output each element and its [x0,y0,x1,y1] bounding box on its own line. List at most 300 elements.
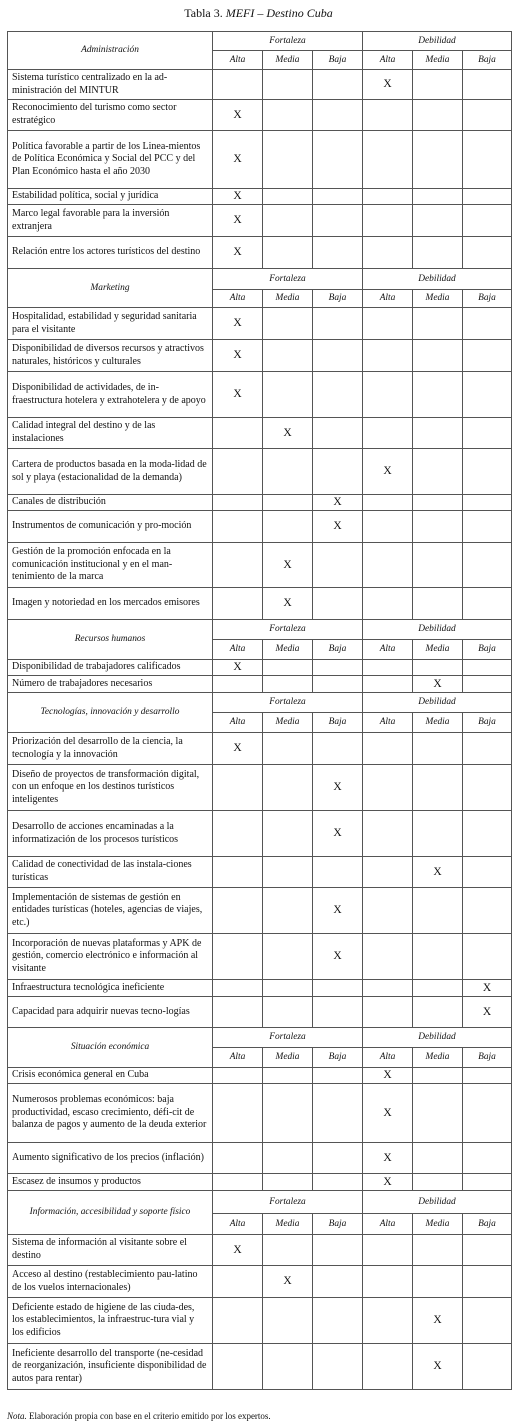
section-name: Administración [8,32,213,70]
table-title [0,6,517,21]
rating-mark: X [363,449,413,495]
rating-cell [413,340,463,372]
criterion-row [8,811,512,857]
rating-mark: X [213,308,263,340]
criterion-row [8,543,512,588]
rating-cell [463,511,512,543]
rating-mark: X [413,676,463,693]
strength-header: Fortaleza [213,1028,363,1048]
rating-cell [313,100,363,131]
level-header: Media [263,640,313,660]
criterion-row [8,1298,512,1344]
rating-cell [313,131,363,189]
criterion-text: Sistema turístico centralizado en la ad-ministración del MINTUR [8,70,213,100]
rating-cell [363,1235,413,1266]
section-name: Tecnologías, innovación y desarrollo [8,693,213,733]
rating-cell [363,1266,413,1298]
level-header: Media [263,290,313,308]
table-note [7,1411,271,1421]
mefi-table [7,31,512,1390]
rating-cell [213,1266,263,1298]
level-header: Baja [463,1214,512,1235]
level-header: Baja [463,640,512,660]
rating-cell [463,340,512,372]
weakness-header: Debilidad [363,1028,512,1048]
level-header: Alta [363,640,413,660]
criterion-text: Crisis económica general en Cuba [8,1068,213,1084]
rating-cell [263,1298,313,1344]
rating-cell [363,660,413,676]
criterion-text: Infraestructura tecnológica ineficiente [8,980,213,997]
rating-cell [463,205,512,237]
rating-cell [413,1174,463,1191]
criterion-row [8,189,512,205]
rating-mark: X [463,980,512,997]
rating-cell [463,495,512,511]
rating-cell [413,189,463,205]
level-header: Baja [313,640,363,660]
rating-cell [413,934,463,980]
section-name: Marketing [8,269,213,308]
criterion-text: Escasez de insumos y productos [8,1174,213,1191]
rating-cell [463,765,512,811]
criterion-text: Estabilidad política, social y jurídica [8,189,213,205]
rating-cell [313,980,363,997]
criterion-row [8,1084,512,1143]
rating-cell [463,100,512,131]
level-header: Alta [213,1048,263,1068]
rating-cell [413,511,463,543]
rating-cell [463,1298,512,1344]
weakness-header: Debilidad [363,32,512,51]
weakness-header: Debilidad [363,693,512,713]
rating-mark: X [313,765,363,811]
criterion-row [8,1344,512,1390]
table-title-label: Tabla 3. [184,6,223,20]
rating-cell [313,1298,363,1344]
rating-cell [213,1068,263,1084]
level-header: Baja [313,1214,363,1235]
rating-cell [363,495,413,511]
rating-mark: X [263,588,313,620]
rating-mark: X [213,660,263,676]
rating-cell [463,1266,512,1298]
weakness-header: Debilidad [363,269,512,290]
rating-mark: X [213,205,263,237]
weakness-header: Debilidad [363,620,512,640]
rating-cell [363,237,413,269]
rating-cell [363,418,413,449]
rating-cell [463,1235,512,1266]
level-header: Baja [463,51,512,70]
rating-cell [313,733,363,765]
criterion-text: Implementación de sistemas de gestión en entidades turísticas (hoteles, agencias de viajes, etc.) [8,888,213,934]
rating-cell [263,237,313,269]
section-name: Situación económica [8,1028,213,1068]
strength-header: Fortaleza [213,32,363,51]
rating-cell [463,543,512,588]
level-header: Media [413,1214,463,1235]
level-header: Baja [313,51,363,70]
rating-cell [213,1143,263,1174]
rating-cell [363,588,413,620]
level-header: Alta [363,713,413,733]
rating-cell [363,189,413,205]
level-header: Alta [213,713,263,733]
criterion-row [8,418,512,449]
criterion-row [8,205,512,237]
rating-cell [363,676,413,693]
rating-cell [313,1143,363,1174]
rating-cell [463,449,512,495]
criterion-row [8,100,512,131]
criterion-row [8,1235,512,1266]
criterion-text: Disponibilidad de trabajadores calificados [8,660,213,676]
level-header: Baja [313,290,363,308]
rating-cell [313,372,363,418]
rating-mark: X [213,237,263,269]
rating-cell [363,205,413,237]
rating-cell [463,1344,512,1390]
rating-cell [213,449,263,495]
rating-cell [313,205,363,237]
rating-cell [413,980,463,997]
rating-cell [363,857,413,888]
rating-cell [413,660,463,676]
rating-cell [213,1344,263,1390]
rating-mark: X [313,511,363,543]
rating-cell [313,676,363,693]
rating-cell [313,997,363,1028]
section-name: Recursos humanos [8,620,213,660]
level-header: Media [263,713,313,733]
criterion-row [8,888,512,934]
level-header: Media [413,290,463,308]
rating-mark: X [213,100,263,131]
rating-mark: X [413,857,463,888]
criterion-text: Número de trabajadores necesarios [8,676,213,693]
criterion-row [8,449,512,495]
level-header: Media [413,1048,463,1068]
rating-cell [463,372,512,418]
rating-cell [313,449,363,495]
criterion-row [8,660,512,676]
level-header: Baja [463,1048,512,1068]
criterion-row [8,997,512,1028]
rating-cell [263,997,313,1028]
rating-cell [263,934,313,980]
rating-cell [463,308,512,340]
level-header: Baja [313,1048,363,1068]
level-header: Alta [363,290,413,308]
strength-header: Fortaleza [213,693,363,713]
weakness-header: Debilidad [363,1191,512,1214]
rating-cell [313,308,363,340]
criterion-text: Aumento significativo de los precios (inflación) [8,1143,213,1174]
rating-mark: X [363,70,413,100]
rating-mark: X [413,1344,463,1390]
level-header: Alta [213,1214,263,1235]
section-header-row [8,693,512,713]
rating-cell [213,811,263,857]
rating-cell [363,131,413,189]
rating-cell [263,1344,313,1390]
rating-cell [363,888,413,934]
rating-cell [213,934,263,980]
level-header: Media [263,1214,313,1235]
rating-mark: X [213,1235,263,1266]
criterion-text: Calidad de conectividad de las instala-ciones turísticas [8,857,213,888]
rating-cell [463,934,512,980]
criterion-text: Numerosos problemas económicos: baja productividad, escaso crecimiento, défi-cit de balanza de pagos y aumento de la deuda exterior [8,1084,213,1143]
rating-mark: X [263,1266,313,1298]
rating-cell [463,131,512,189]
rating-cell [463,237,512,269]
rating-cell [213,857,263,888]
rating-cell [463,857,512,888]
rating-cell [213,511,263,543]
rating-mark: X [263,418,313,449]
rating-cell [413,308,463,340]
criterion-row [8,1068,512,1084]
criterion-text: Sistema de información al visitante sobre el destino [8,1235,213,1266]
criterion-text: Deficiente estado de higiene de las ciuda-des, los establecimientos, la infraestruc-tura vial y los edificios [8,1298,213,1344]
rating-cell [263,1068,313,1084]
section-header-row [8,1191,512,1214]
rating-cell [363,1298,413,1344]
rating-mark: X [213,189,263,205]
rating-mark: X [363,1068,413,1084]
criterion-text: Desarrollo de acciones encaminadas a la informatización de los procesos turísticos [8,811,213,857]
rating-cell [413,1235,463,1266]
rating-cell [363,340,413,372]
strength-header: Fortaleza [213,269,363,290]
note-label: Nota. [7,1411,27,1421]
criterion-text: Ineficiente desarrollo del transporte (ne-cesidad de reorganización, insuficiente disponibilidad de autos para rentar) [8,1344,213,1390]
mefi-table-body [8,32,512,1390]
criterion-text: Imagen y notoriedad en los mercados emisores [8,588,213,620]
criterion-row [8,372,512,418]
rating-cell [313,237,363,269]
rating-cell [213,888,263,934]
criterion-text: Política favorable a partir de los Linea-mientos de Política Económica y Social del PCC y del Plan Económico hasta el año 2030 [8,131,213,189]
rating-cell [413,588,463,620]
rating-cell [463,1084,512,1143]
criterion-text: Disponibilidad de actividades, de in-fraestructura hotelera y extrahotelera y de apoyo [8,372,213,418]
rating-cell [413,1266,463,1298]
rating-cell [413,131,463,189]
criterion-row [8,1174,512,1191]
rating-cell [263,1235,313,1266]
section-header-row [8,1028,512,1048]
rating-cell [263,495,313,511]
rating-cell [463,660,512,676]
rating-cell [413,495,463,511]
rating-mark: X [363,1084,413,1143]
rating-cell [413,888,463,934]
rating-cell [463,1068,512,1084]
rating-cell [213,588,263,620]
level-header: Media [263,1048,313,1068]
rating-cell [263,1143,313,1174]
rating-cell [263,676,313,693]
rating-cell [363,765,413,811]
rating-mark: X [363,1143,413,1174]
rating-cell [263,660,313,676]
rating-cell [313,1266,363,1298]
criterion-text: Cartera de productos basada en la moda-lidad de sol y playa (estacionalidad de la demanda) [8,449,213,495]
rating-cell [263,189,313,205]
rating-cell [263,70,313,100]
rating-cell [313,660,363,676]
rating-cell [313,1174,363,1191]
rating-cell [213,1298,263,1344]
criterion-row [8,676,512,693]
rating-cell [463,70,512,100]
rating-cell [463,588,512,620]
section-header-row [8,620,512,640]
criterion-text: Hospitalidad, estabilidad y seguridad sanitaria para el visitante [8,308,213,340]
level-header: Media [263,51,313,70]
criterion-row [8,980,512,997]
rating-cell [363,980,413,997]
rating-cell [413,100,463,131]
rating-cell [413,70,463,100]
note-text: Elaboración propia con base en el criterio emitido por los expertos. [29,1411,271,1421]
strength-header: Fortaleza [213,620,363,640]
rating-cell [463,418,512,449]
criterion-row [8,308,512,340]
rating-cell [463,676,512,693]
rating-cell [213,418,263,449]
level-header: Media [413,51,463,70]
rating-cell [363,511,413,543]
criterion-text: Marco legal favorable para la inversión extranjera [8,205,213,237]
rating-cell [263,1084,313,1143]
level-header: Baja [463,290,512,308]
level-header: Baja [313,713,363,733]
rating-cell [413,418,463,449]
rating-mark: X [213,372,263,418]
rating-cell [263,1174,313,1191]
rating-cell [463,1174,512,1191]
rating-cell [313,418,363,449]
rating-cell [413,205,463,237]
criterion-text: Gestión de la promoción enfocada en la comunicación institucional y en el man-tenimiento de la marca [8,543,213,588]
rating-cell [263,205,313,237]
rating-cell [263,811,313,857]
rating-cell [313,857,363,888]
rating-cell [263,308,313,340]
criterion-text: Capacidad para adquirir nuevas tecno-logías [8,997,213,1028]
rating-cell [363,100,413,131]
criterion-row [8,733,512,765]
rating-mark: X [263,543,313,588]
rating-cell [313,588,363,620]
rating-cell [413,237,463,269]
criterion-row [8,1143,512,1174]
rating-cell [213,676,263,693]
rating-cell [263,340,313,372]
level-header: Alta [363,1214,413,1235]
criterion-row [8,765,512,811]
rating-mark: X [463,997,512,1028]
rating-cell [263,980,313,997]
rating-cell [363,543,413,588]
rating-cell [413,997,463,1028]
section-header-row [8,269,512,290]
rating-cell [413,449,463,495]
rating-cell [363,934,413,980]
rating-cell [363,372,413,418]
rating-cell [263,733,313,765]
rating-cell [463,733,512,765]
rating-mark: X [213,131,263,189]
criterion-text: Calidad integral del destino y de las instalaciones [8,418,213,449]
rating-cell [413,543,463,588]
rating-cell [213,765,263,811]
rating-cell [213,1174,263,1191]
rating-cell [213,980,263,997]
criterion-row [8,934,512,980]
criterion-text: Instrumentos de comunicación y pro-moción [8,511,213,543]
rating-cell [463,888,512,934]
rating-cell [363,308,413,340]
rating-cell [463,811,512,857]
level-header: Alta [363,1048,413,1068]
rating-cell [263,449,313,495]
rating-cell [363,733,413,765]
rating-cell [313,1068,363,1084]
section-header-row [8,32,512,51]
criterion-row [8,131,512,189]
rating-cell [413,372,463,418]
rating-cell [413,733,463,765]
rating-cell [213,70,263,100]
criterion-row [8,511,512,543]
rating-cell [313,189,363,205]
rating-mark: X [213,340,263,372]
level-header: Alta [213,640,263,660]
level-header: Alta [213,51,263,70]
criterion-text: Incorporación de nuevas plataformas y APK de gestión, comercio electrónico e información al visitante [8,934,213,980]
rating-cell [213,997,263,1028]
level-header: Media [413,713,463,733]
rating-cell [263,372,313,418]
criterion-row [8,340,512,372]
rating-cell [263,765,313,811]
rating-cell [313,340,363,372]
rating-mark: X [313,495,363,511]
level-header: Media [413,640,463,660]
rating-cell [413,765,463,811]
rating-cell [263,857,313,888]
rating-cell [313,1235,363,1266]
criterion-row [8,237,512,269]
rating-cell [413,1084,463,1143]
criterion-text: Canales de distribución [8,495,213,511]
rating-cell [213,495,263,511]
criterion-text: Disponibilidad de diversos recursos y atractivos naturales, históricos y culturales [8,340,213,372]
criterion-text: Priorización del desarrollo de la ciencia, la tecnología y la innovación [8,733,213,765]
rating-mark: X [313,811,363,857]
criterion-text: Reconocimiento del turismo como sector estratégico [8,100,213,131]
rating-cell [463,1143,512,1174]
level-header: Alta [363,51,413,70]
level-header: Alta [213,290,263,308]
rating-cell [213,543,263,588]
rating-cell [263,131,313,189]
